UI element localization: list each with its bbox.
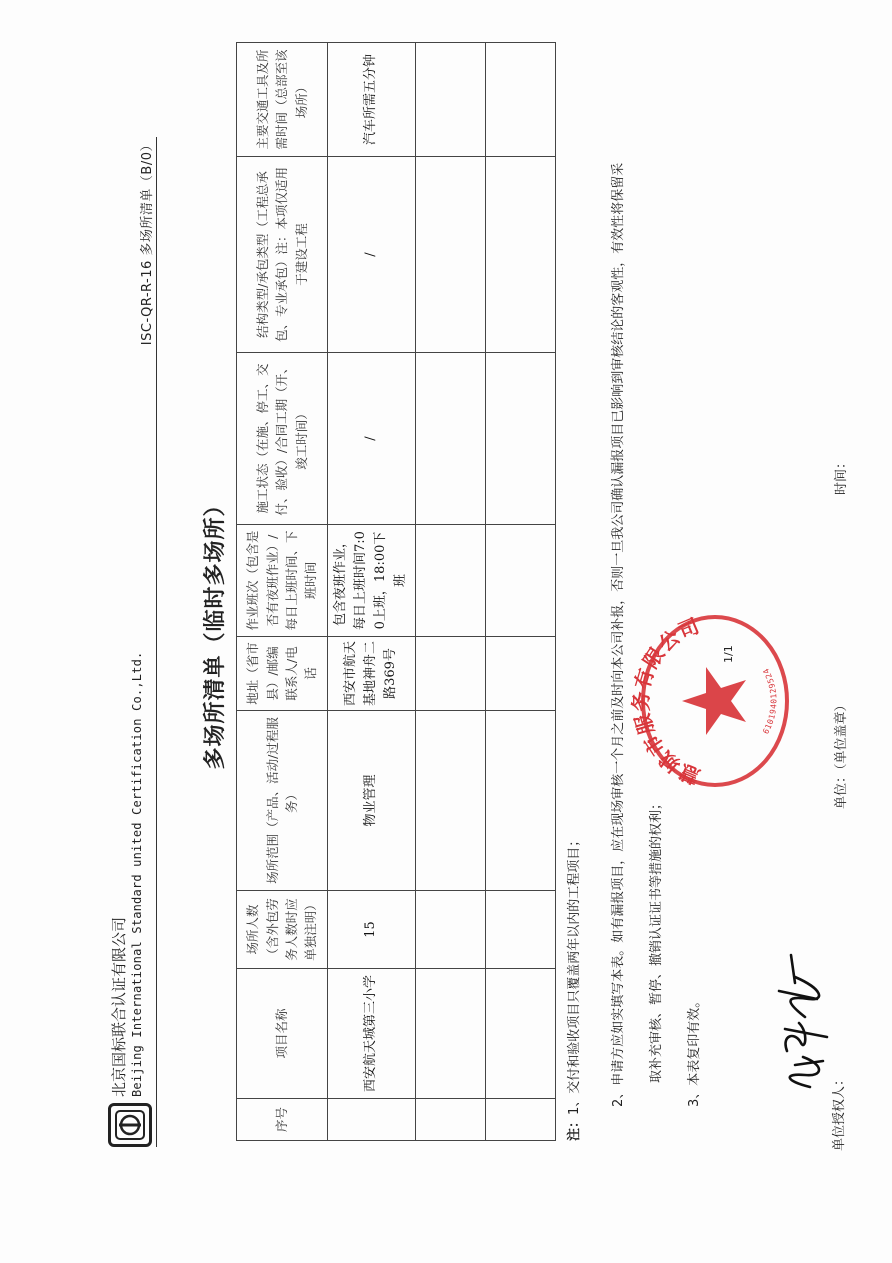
header-cell-status: 施工状态（在施、停工、交付、验收）/合同工期（开、竣工时间） <box>237 353 328 525</box>
table-header-row <box>237 43 328 1141</box>
header-cell-transport: 主要交通工具及所需时间（总部至该场所） <box>237 43 328 157</box>
header-cell-scope: 场所范围（产品、活动/过程服务） <box>237 711 328 891</box>
note-2-continued: 取补充审核、暂停、撤销认证证书等措施的权利； <box>649 796 664 1083</box>
cell-transport: 汽车所需五分钟 <box>328 43 416 157</box>
cell-address: 西安市航天基地神舟二路369号 <box>328 637 416 711</box>
site-list-table <box>236 42 556 1141</box>
time-label: 时间： <box>834 455 849 495</box>
cell-project: 西安航天城第三小学 <box>328 969 416 1099</box>
table-cell-empty <box>415 157 485 353</box>
cell-status: / <box>328 353 416 525</box>
cell-index <box>328 1099 416 1141</box>
table-cell-empty <box>415 711 485 891</box>
table-cell-empty <box>415 353 485 525</box>
company-seal-stamp <box>620 601 790 801</box>
company-logo <box>108 1103 152 1147</box>
handwritten-signature <box>765 945 835 1095</box>
header-cell-headcount: 场所人数（含外包劳务人数时应单独注明） <box>237 891 328 969</box>
unit-label: 单位：（单位盖章） <box>834 698 849 809</box>
table-row <box>485 43 555 1141</box>
cell-scope: 物业管理 <box>328 711 416 891</box>
note-1 <box>560 834 590 1141</box>
table-cell-empty <box>485 43 555 157</box>
company-name-cn: 北京国标联合认证有限公司 <box>110 916 128 1097</box>
table-cell-empty <box>485 525 555 637</box>
seal-number: 6101940129524 <box>761 666 779 736</box>
table-cell-empty <box>485 157 555 353</box>
cell-structure: / <box>328 157 416 353</box>
table-cell-empty <box>415 969 485 1099</box>
header-cell-shifts: 作业班次（包含是否有夜班作业）/每日上班时间、下班时间 <box>237 525 328 637</box>
header-divider <box>156 137 157 1147</box>
table-cell-empty <box>485 353 555 525</box>
table-cell-empty <box>485 891 555 969</box>
table-cell-empty <box>415 891 485 969</box>
seal-text: 慧城市服务有限公司 <box>629 613 704 789</box>
table-cell-empty <box>485 711 555 891</box>
svg-text:6101940129524 <box>761 666 778 735</box>
table-row <box>328 43 416 1141</box>
note-2: 2、申请方应如实填写本表。如有漏报项目，应在现场审核一个月之前及时向本公司补报，否则一旦我公司确认漏报项目已影响到审核结论的客观性，有效性将保留采 <box>611 162 626 1107</box>
table-cell-empty <box>415 43 485 157</box>
company-name-en: Beijing International Standard united Certification Co.,Ltd. <box>130 651 144 1097</box>
header-cell-project: 项目名称 <box>237 969 328 1099</box>
table-cell-empty <box>485 1099 555 1141</box>
table-row <box>415 43 485 1141</box>
page-number: 1/1 <box>722 645 735 663</box>
table-cell-empty <box>485 969 555 1099</box>
logo-mark-icon <box>114 1109 146 1141</box>
notes-label: 注： <box>567 1114 582 1141</box>
note-1-text: 1、交付和验收项目只覆盖两年以内的工程项目； <box>567 833 582 1115</box>
page-title: 多场所清单（临时多场所） <box>203 493 228 770</box>
header-cell-address: 地址（省市县）/邮编联系人/电话 <box>237 637 328 711</box>
document-code: ISC-QR-R-16 多场所清单（B/0） <box>140 138 155 346</box>
table-cell-empty <box>415 1099 485 1141</box>
header-cell-index: 序号 <box>237 1099 328 1141</box>
table-cell-empty <box>415 637 485 711</box>
signer-label: 单位授权人： <box>832 1072 847 1151</box>
note-3: 3、本表复印有效。 <box>687 994 702 1107</box>
table-cell-empty <box>415 525 485 637</box>
table-cell-empty <box>485 637 555 711</box>
cell-headcount: 15 <box>328 891 416 969</box>
cell-shifts: 包含夜班作业，每日上班时间7:00上班，18:00下班 <box>328 525 416 637</box>
header-cell-structure: 结构类型/承包类型（工程总承包、专业承包）注：本项仅适用于建设工程 <box>237 157 328 353</box>
